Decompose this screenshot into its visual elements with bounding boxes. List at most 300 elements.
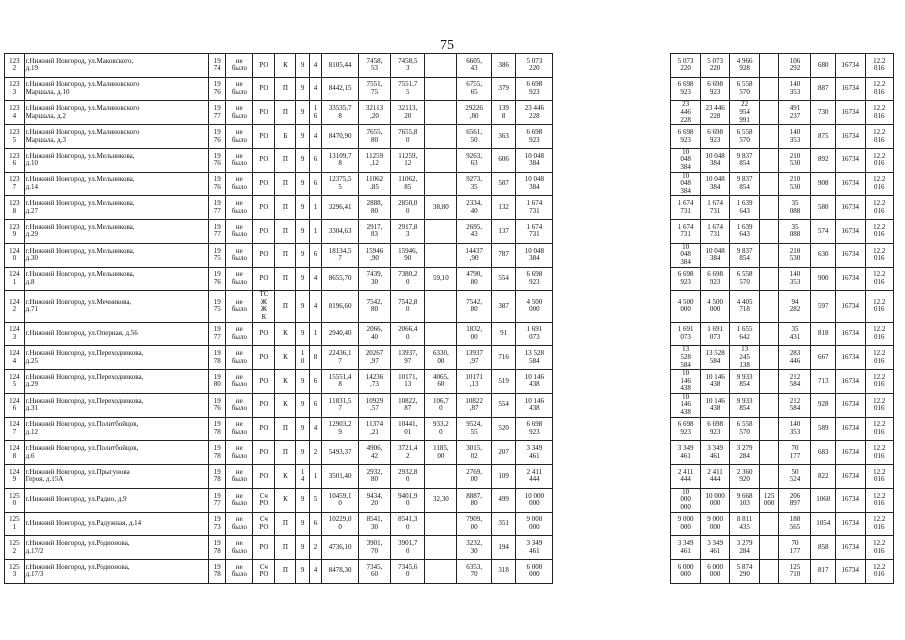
cost-total: 9 000 000 bbox=[671, 512, 701, 536]
table-row bbox=[5, 101, 894, 125]
address: г.Нижний Новгород, ул.Мельникова, д.27 bbox=[24, 196, 208, 220]
unit-cost: 908 bbox=[811, 172, 836, 196]
cost-fund: 1 655 642 bbox=[730, 322, 760, 346]
premises-area: 3901, 70 bbox=[359, 536, 391, 560]
residents: 554 bbox=[491, 267, 516, 291]
year-built: 19 76 bbox=[209, 267, 226, 291]
blank-column bbox=[553, 220, 671, 244]
row-number: 123 6 bbox=[5, 148, 25, 172]
max-cost: 16734 bbox=[836, 417, 866, 441]
cost-extra bbox=[759, 417, 779, 441]
cost-total: 1 691 073 bbox=[671, 322, 701, 346]
total-cost: 4 500 000 bbox=[516, 291, 553, 322]
residential-area: 7655,8 0 bbox=[391, 125, 425, 149]
overhaul-status: не было bbox=[226, 393, 253, 417]
residents: 606 bbox=[491, 148, 516, 172]
floors: 9 bbox=[296, 322, 310, 346]
nonresidential-area bbox=[425, 77, 457, 101]
page-number: 75 bbox=[440, 38, 454, 53]
completion-date: 12.2 016 bbox=[865, 220, 893, 244]
address: г.Нижний Новгород, ул.Переходникова, д.31 bbox=[24, 393, 208, 417]
address: г.Нижний Новгород, ул.Мельникова, д.30 bbox=[24, 243, 208, 267]
cost-fund: 4 405 718 bbox=[730, 291, 760, 322]
address: г.Нижний Новгород, ул.Радужная, д.14 bbox=[24, 512, 208, 536]
floors: 9 bbox=[296, 267, 310, 291]
cost-fund: 2 360 920 bbox=[730, 465, 760, 489]
cost-owners: 212 584 bbox=[779, 393, 811, 417]
cost-fund: 6 558 570 bbox=[730, 125, 760, 149]
cost-total: 6 000 000 bbox=[671, 559, 701, 583]
address: г.Нижний Новгород, ул.Прыгунова Героя, д.15А bbox=[24, 465, 208, 489]
living-area: 2695, 43 bbox=[457, 220, 491, 244]
entrances: 5 bbox=[309, 488, 321, 512]
cost-fund: 9 933 854 bbox=[730, 393, 760, 417]
table-row bbox=[5, 346, 894, 370]
floors: 9 bbox=[296, 488, 310, 512]
floors: 1 0 bbox=[296, 346, 310, 370]
residents: 91 bbox=[491, 322, 516, 346]
total-cost: 3 349 461 bbox=[516, 536, 553, 560]
row-number: 124 3 bbox=[5, 322, 25, 346]
floors: 9 bbox=[296, 370, 310, 394]
unit-cost: 875 bbox=[811, 125, 836, 149]
total-cost: 10 146 438 bbox=[516, 370, 553, 394]
wall-material: П bbox=[275, 267, 296, 291]
total-cost: 1 674 731 bbox=[516, 220, 553, 244]
completion-date: 12.2 016 bbox=[865, 322, 893, 346]
cost-extra bbox=[759, 148, 779, 172]
total-area: 8655,70 bbox=[322, 267, 359, 291]
unit-cost: 713 bbox=[811, 370, 836, 394]
completion-date: 12.2 016 bbox=[865, 536, 893, 560]
cost-subtotal: 10 048 384 bbox=[700, 148, 730, 172]
wall-material: П bbox=[275, 243, 296, 267]
wall-material: П bbox=[275, 196, 296, 220]
total-area: 22436,1 7 bbox=[322, 346, 359, 370]
overhaul-status: не было bbox=[226, 172, 253, 196]
cost-subtotal: 3 349 461 bbox=[700, 536, 730, 560]
residential-area: 7551,7 5 bbox=[391, 77, 425, 101]
entrances: 6 bbox=[309, 148, 321, 172]
row-number: 123 5 bbox=[5, 125, 25, 149]
year-built: 19 74 bbox=[209, 54, 226, 78]
max-cost: 16734 bbox=[836, 267, 866, 291]
floors: 9 bbox=[296, 243, 310, 267]
entrances: 1 bbox=[309, 196, 321, 220]
table-row bbox=[5, 370, 894, 394]
residents: 132 bbox=[491, 196, 516, 220]
table-row bbox=[5, 393, 894, 417]
cost-total: 4 500 000 bbox=[671, 291, 701, 322]
residents: 194 bbox=[491, 536, 516, 560]
address: г.Нижний Новгород, ул.Родионова, д.17/2 bbox=[24, 536, 208, 560]
cost-owners: 140 353 bbox=[779, 125, 811, 149]
unit-cost: 667 bbox=[811, 346, 836, 370]
living-area: 3232, 30 bbox=[457, 536, 491, 560]
overhaul-status: не было bbox=[226, 148, 253, 172]
max-cost: 16734 bbox=[836, 220, 866, 244]
address: г.Нижний Новгород, ул.Политбойцов, д.12 bbox=[24, 417, 208, 441]
residents: 137 bbox=[491, 220, 516, 244]
cost-extra bbox=[759, 54, 779, 78]
floors: 9 bbox=[296, 393, 310, 417]
residential-area: 2066,4 0 bbox=[391, 322, 425, 346]
total-area: 3296,41 bbox=[322, 196, 359, 220]
cost-owners: 94 282 bbox=[779, 291, 811, 322]
cost-extra bbox=[759, 243, 779, 267]
unit-cost: 630 bbox=[811, 243, 836, 267]
nonresidential-area bbox=[425, 101, 457, 125]
address: г.Нижний Новгород, ул.Переходникова, д.25 bbox=[24, 346, 208, 370]
blank-column bbox=[553, 77, 671, 101]
floors: 9 bbox=[296, 172, 310, 196]
premises-area: 2932, 80 bbox=[359, 465, 391, 489]
fund-method: Сч РО bbox=[253, 512, 275, 536]
blank-column bbox=[553, 393, 671, 417]
cost-owners: 206 897 bbox=[779, 488, 811, 512]
living-area: 1832, 00 bbox=[457, 322, 491, 346]
cost-total: 6 698 923 bbox=[671, 77, 701, 101]
fund-method: РО bbox=[253, 393, 275, 417]
cost-subtotal: 9 000 000 bbox=[700, 512, 730, 536]
cost-fund: 1 639 643 bbox=[730, 220, 760, 244]
entrances: 1 bbox=[309, 220, 321, 244]
cost-total: 3 349 461 bbox=[671, 536, 701, 560]
row-number: 123 2 bbox=[5, 54, 25, 78]
fund-method: РО bbox=[253, 346, 275, 370]
nonresidential-area bbox=[425, 243, 457, 267]
entrances: 1 6 bbox=[309, 101, 321, 125]
overhaul-status: не было bbox=[226, 370, 253, 394]
year-built: 19 76 bbox=[209, 77, 226, 101]
address: г.Нижний Новгород, ул.Родионова, д.17/3 bbox=[24, 559, 208, 583]
cost-extra bbox=[759, 559, 779, 583]
address: г.Нижний Новгород, ул.Мельникова, д.29 bbox=[24, 220, 208, 244]
fund-method: РО bbox=[253, 54, 275, 78]
cost-owners: 212 584 bbox=[779, 370, 811, 394]
premises-area: 8541, 30 bbox=[359, 512, 391, 536]
fund-method: РО bbox=[253, 243, 275, 267]
blank-column bbox=[553, 536, 671, 560]
wall-material: П bbox=[275, 291, 296, 322]
year-built: 19 75 bbox=[209, 243, 226, 267]
total-area: 8105,44 bbox=[322, 54, 359, 78]
cost-subtotal: 5 073 220 bbox=[700, 54, 730, 78]
fund-method: РО bbox=[253, 322, 275, 346]
wall-material: П bbox=[275, 559, 296, 583]
entrances: 6 bbox=[309, 512, 321, 536]
cost-total: 1 674 731 bbox=[671, 220, 701, 244]
row-number: 124 8 bbox=[5, 441, 25, 465]
address: г.Нижний Новгород, ул.Радио, д.9 bbox=[24, 488, 208, 512]
overhaul-status: не было bbox=[226, 101, 253, 125]
overhaul-status: не было bbox=[226, 267, 253, 291]
entrances: 4 bbox=[309, 267, 321, 291]
nonresidential-area: 32,30 bbox=[425, 488, 457, 512]
blank-column bbox=[553, 559, 671, 583]
year-built: 19 78 bbox=[209, 559, 226, 583]
table-row bbox=[5, 536, 894, 560]
total-area: 33535,7 8 bbox=[322, 101, 359, 125]
completion-date: 12.2 016 bbox=[865, 243, 893, 267]
wall-material: П bbox=[275, 172, 296, 196]
living-area: 7542, 80 bbox=[457, 291, 491, 322]
completion-date: 12.2 016 bbox=[865, 465, 893, 489]
max-cost: 16734 bbox=[836, 322, 866, 346]
wall-material: К bbox=[275, 54, 296, 78]
total-area: 11831,5 7 bbox=[322, 393, 359, 417]
blank-column bbox=[553, 54, 671, 78]
year-built: 19 78 bbox=[209, 536, 226, 560]
blank-column bbox=[553, 322, 671, 346]
fund-method: РО bbox=[253, 148, 275, 172]
year-built: 19 80 bbox=[209, 370, 226, 394]
cost-owners: 140 353 bbox=[779, 77, 811, 101]
entrances: 1 bbox=[309, 322, 321, 346]
total-area: 8442,15 bbox=[322, 77, 359, 101]
cost-subtotal: 6 698 923 bbox=[700, 267, 730, 291]
max-cost: 16734 bbox=[836, 393, 866, 417]
address: г.Нижний Новгород, ул.Политбойцов, д.6 bbox=[24, 441, 208, 465]
unit-cost: 597 bbox=[811, 291, 836, 322]
cost-total: 6 698 923 bbox=[671, 125, 701, 149]
residential-area: 7458,5 3 bbox=[391, 54, 425, 78]
wall-material: П bbox=[275, 148, 296, 172]
floors: 9 bbox=[296, 125, 310, 149]
cost-subtotal: 1 674 731 bbox=[700, 196, 730, 220]
total-area: 2940,40 bbox=[322, 322, 359, 346]
cost-total: 6 698 923 bbox=[671, 267, 701, 291]
cost-subtotal: 23 446 228 bbox=[700, 101, 730, 125]
max-cost: 16734 bbox=[836, 125, 866, 149]
total-area: 3304,63 bbox=[322, 220, 359, 244]
total-cost: 10 048 384 bbox=[516, 172, 553, 196]
completion-date: 12.2 016 bbox=[865, 488, 893, 512]
premises-area: 2066, 40 bbox=[359, 322, 391, 346]
total-cost: 23 446 228 bbox=[516, 101, 553, 125]
entrances: 6 bbox=[309, 243, 321, 267]
residents: 318 bbox=[491, 559, 516, 583]
cost-fund: 5 874 290 bbox=[730, 559, 760, 583]
year-built: 19 76 bbox=[209, 393, 226, 417]
entrances: 2 bbox=[309, 441, 321, 465]
floors: 9 bbox=[296, 220, 310, 244]
blank-column bbox=[553, 488, 671, 512]
unit-cost: 822 bbox=[811, 465, 836, 489]
unit-cost: 858 bbox=[811, 536, 836, 560]
living-area: 2769, 00 bbox=[457, 465, 491, 489]
living-area: 8887, 80 bbox=[457, 488, 491, 512]
living-area: 6605, 43 bbox=[457, 54, 491, 78]
cost-extra bbox=[759, 220, 779, 244]
total-area: 15551,4 8 bbox=[322, 370, 359, 394]
entrances: 6 bbox=[309, 370, 321, 394]
residents: 351 bbox=[491, 512, 516, 536]
cost-fund: 9 837 854 bbox=[730, 243, 760, 267]
unit-cost: 680 bbox=[811, 54, 836, 78]
residents: 519 bbox=[491, 370, 516, 394]
total-cost: 6 698 923 bbox=[516, 267, 553, 291]
cost-fund: 6 558 570 bbox=[730, 417, 760, 441]
year-built: 19 73 bbox=[209, 512, 226, 536]
residential-area: 7542,8 0 bbox=[391, 291, 425, 322]
table-row bbox=[5, 488, 894, 512]
max-cost: 16734 bbox=[836, 196, 866, 220]
premises-area: 20267 ,97 bbox=[359, 346, 391, 370]
fund-method: РО bbox=[253, 125, 275, 149]
nonresidential-area bbox=[425, 559, 457, 583]
cost-owners: 210 530 bbox=[779, 172, 811, 196]
cost-subtotal: 13 528 584 bbox=[700, 346, 730, 370]
entrances: 4 bbox=[309, 125, 321, 149]
blank-column bbox=[553, 148, 671, 172]
wall-material: П bbox=[275, 536, 296, 560]
completion-date: 12.2 016 bbox=[865, 125, 893, 149]
premises-area: 32113 ,20 bbox=[359, 101, 391, 125]
year-built: 19 78 bbox=[209, 441, 226, 465]
entrances: 4 bbox=[309, 417, 321, 441]
cost-extra bbox=[759, 267, 779, 291]
row-number: 125 2 bbox=[5, 536, 25, 560]
unit-cost: 589 bbox=[811, 417, 836, 441]
nonresidential-area: 6330, 00 bbox=[425, 346, 457, 370]
fund-method: РО bbox=[253, 370, 275, 394]
residential-area: 13937, 97 bbox=[391, 346, 425, 370]
wall-material: П bbox=[275, 417, 296, 441]
cost-extra bbox=[759, 441, 779, 465]
row-number: 123 4 bbox=[5, 101, 25, 125]
table-row bbox=[5, 196, 894, 220]
max-cost: 16734 bbox=[836, 465, 866, 489]
year-built: 19 78 bbox=[209, 417, 226, 441]
cost-total: 10 146 438 bbox=[671, 393, 701, 417]
year-built: 19 78 bbox=[209, 465, 226, 489]
floors: 9 bbox=[296, 559, 310, 583]
nonresidential-area bbox=[425, 148, 457, 172]
total-cost: 1 691 073 bbox=[516, 322, 553, 346]
cost-owners: 210 530 bbox=[779, 148, 811, 172]
fund-method: РО bbox=[253, 220, 275, 244]
residents: 554 bbox=[491, 393, 516, 417]
housing-register-table bbox=[4, 53, 894, 584]
row-number: 123 9 bbox=[5, 220, 25, 244]
total-area: 8196,60 bbox=[322, 291, 359, 322]
unit-cost: 1054 bbox=[811, 512, 836, 536]
address: г.Нижний Новгород, ул.Мельникова, д.14 bbox=[24, 172, 208, 196]
premises-area: 11374 ,21 bbox=[359, 417, 391, 441]
entrances: 4 bbox=[309, 54, 321, 78]
cost-subtotal: 10 146 438 bbox=[700, 370, 730, 394]
floors: 9 bbox=[296, 291, 310, 322]
cost-extra bbox=[759, 512, 779, 536]
premises-area: 11259 ,12 bbox=[359, 148, 391, 172]
address: г.Нижний Новгород, ул.Мельникова, д.8 bbox=[24, 267, 208, 291]
cost-extra bbox=[759, 370, 779, 394]
residential-area: 10441, 01 bbox=[391, 417, 425, 441]
entrances: 4 bbox=[309, 559, 321, 583]
unit-cost: 892 bbox=[811, 148, 836, 172]
overhaul-status: не было bbox=[226, 291, 253, 322]
unit-cost: 730 bbox=[811, 101, 836, 125]
overhaul-status: не было bbox=[226, 512, 253, 536]
cost-subtotal: 1 674 731 bbox=[700, 220, 730, 244]
living-area: 6561, 50 bbox=[457, 125, 491, 149]
residents: 587 bbox=[491, 172, 516, 196]
wall-material: Б bbox=[275, 125, 296, 149]
max-cost: 16734 bbox=[836, 512, 866, 536]
unit-cost: 683 bbox=[811, 441, 836, 465]
premises-area: 11062 ,85 bbox=[359, 172, 391, 196]
living-area: 14437 ,90 bbox=[457, 243, 491, 267]
cost-owners: 491 237 bbox=[779, 101, 811, 125]
row-number: 123 7 bbox=[5, 172, 25, 196]
cost-subtotal: 6 698 923 bbox=[700, 125, 730, 149]
address: г.Нижний Новгород, ул.Оперная, д.56 bbox=[24, 322, 208, 346]
address: г.Нижний Новгород, ул.Малиновского Маршала, д.3 bbox=[24, 125, 208, 149]
living-area: 13937 ,97 bbox=[457, 346, 491, 370]
cost-total: 10 048 384 bbox=[671, 172, 701, 196]
completion-date: 12.2 016 bbox=[865, 512, 893, 536]
max-cost: 16734 bbox=[836, 77, 866, 101]
cost-owners: 70 177 bbox=[779, 536, 811, 560]
total-area: 13109,7 8 bbox=[322, 148, 359, 172]
row-number: 124 4 bbox=[5, 346, 25, 370]
fund-method: РО bbox=[253, 417, 275, 441]
blank-column bbox=[553, 512, 671, 536]
row-number: 123 3 bbox=[5, 77, 25, 101]
fund-method: РО bbox=[253, 536, 275, 560]
living-area: 9524, 55 bbox=[457, 417, 491, 441]
row-number: 125 0 bbox=[5, 488, 25, 512]
cost-extra bbox=[759, 125, 779, 149]
cost-owners: 140 353 bbox=[779, 267, 811, 291]
cost-total: 10 000 000 bbox=[671, 488, 701, 512]
premises-area: 7551, 75 bbox=[359, 77, 391, 101]
fund-method: РО bbox=[253, 465, 275, 489]
address: г.Нижний Новгород, ул.Маковского, д.19 bbox=[24, 54, 208, 78]
overhaul-status: не было bbox=[226, 322, 253, 346]
cost-subtotal: 10 146 438 bbox=[700, 393, 730, 417]
cost-fund: 8 811 435 bbox=[730, 512, 760, 536]
year-built: 19 76 bbox=[209, 172, 226, 196]
cost-extra bbox=[759, 196, 779, 220]
row-number: 124 2 bbox=[5, 291, 25, 322]
max-cost: 16734 bbox=[836, 243, 866, 267]
total-cost: 10 048 384 bbox=[516, 243, 553, 267]
residential-area: 2850,0 0 bbox=[391, 196, 425, 220]
table-row bbox=[5, 148, 894, 172]
year-built: 19 77 bbox=[209, 101, 226, 125]
completion-date: 12.2 016 bbox=[865, 196, 893, 220]
fund-method: РО bbox=[253, 172, 275, 196]
cost-total: 10 048 384 bbox=[671, 148, 701, 172]
floors: 9 bbox=[296, 417, 310, 441]
wall-material: П bbox=[275, 512, 296, 536]
cost-total: 3 349 461 bbox=[671, 441, 701, 465]
overhaul-status: не было bbox=[226, 220, 253, 244]
living-area: 10171 ,13 bbox=[457, 370, 491, 394]
residential-area: 3901,7 0 bbox=[391, 536, 425, 560]
cost-fund: 13 245 138 bbox=[730, 346, 760, 370]
blank-column bbox=[553, 267, 671, 291]
year-built: 19 77 bbox=[209, 488, 226, 512]
cost-subtotal: 4 500 000 bbox=[700, 291, 730, 322]
unit-cost: 574 bbox=[811, 220, 836, 244]
cost-total: 10 146 438 bbox=[671, 370, 701, 394]
cost-total: 13 528 584 bbox=[671, 346, 701, 370]
overhaul-status: не было bbox=[226, 243, 253, 267]
cost-fund: 3 279 284 bbox=[730, 536, 760, 560]
